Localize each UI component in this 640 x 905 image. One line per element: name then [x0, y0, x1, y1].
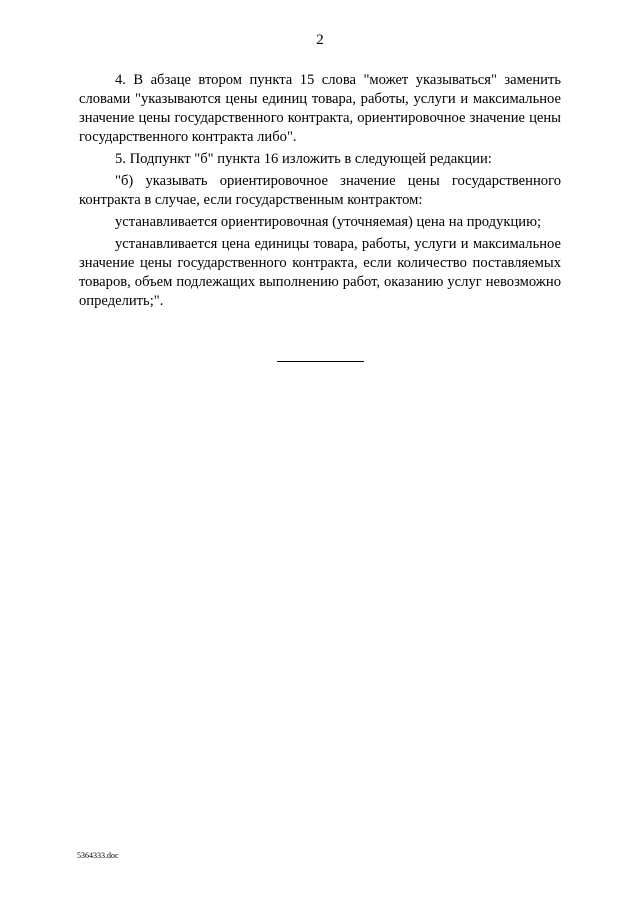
document-body	[79, 71, 561, 314]
footer-doc-code: 5364333.doc	[77, 851, 119, 860]
paragraph-approximate-price: устанавливается ориентировочная (уточняемая) цена на продукцию;	[115, 214, 542, 230]
paragraph-subpoint-b: "б) указывать ориентировочное значение цены государственного контракта в случае, если государственным контрактом:	[79, 173, 561, 208]
page-number: 2	[316, 32, 324, 48]
paragraph-4: 4. В абзаце втором пункта 15 слова "может указываться" заменить словами "указываются цены единиц товара, работы, услуги и максимальное значение цены государственного контракта, ориентировочное значение цены государственного контракта либо".	[79, 72, 561, 145]
paragraph-unit-price: устанавливается цена единицы товара, работы, услуги и максимальное значение цены государственного контракта, если количество поставляемых товаров, объем подлежащих выполнению работ, оказанию услуг невозможно определить;".	[79, 236, 561, 309]
paragraph-5: 5. Подпункт "б" пункта 16 изложить в следующей редакции:	[115, 151, 492, 167]
separator-line	[277, 361, 364, 362]
